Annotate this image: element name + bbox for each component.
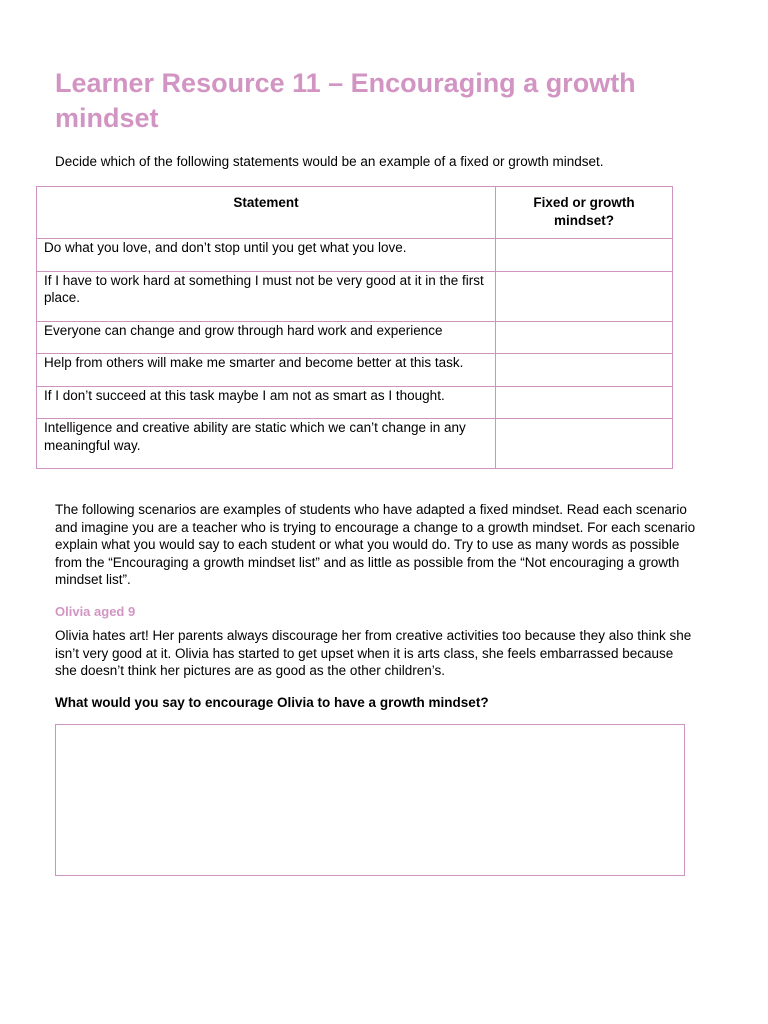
statement-cell: If I have to work hard at something I must not be very good at it in the first place.: [37, 271, 496, 321]
answer-box[interactable]: [55, 724, 685, 876]
scenarios-intro-text: The following scenarios are examples of students who have adapted a fixed mindset. Read each scenario and imagine you are a teacher who is trying to encourage a change to a growth mindset. For each scenario explain what you would say to each student or what you would do. Try to use as many words as possible from the “Encouraging a growth mindset list” and as little as possible from the “Not encouraging a growth mindset list”.: [55, 502, 696, 588]
mindset-answer-cell[interactable]: [496, 386, 673, 419]
table-header-row: [37, 187, 673, 239]
table-row: [37, 271, 673, 321]
mindset-answer-cell[interactable]: [496, 271, 673, 321]
statement-cell: Intelligence and creative ability are static which we can’t change in any meaningful way.: [37, 419, 496, 469]
statement-cell: If I don’t succeed at this task maybe I am not as smart as I thought.: [37, 386, 496, 419]
table-row: [37, 386, 673, 419]
statements-table: [36, 186, 673, 469]
statement-cell: Help from others will make me smarter and become better at this task.: [37, 354, 496, 387]
instructions-text: Decide which of the following statements would be an example of a fixed or growth mindset.: [55, 154, 604, 169]
mindset-answer-cell[interactable]: [496, 321, 673, 354]
scenario-text: Olivia hates art! Her parents always discourage her from creative activities too because they also think she isn’t very good at it. Olivia has started to get upset when it is arts class, she feels embarrassed because she doesn’t think her pictures are as good as the other children’s.: [55, 628, 692, 679]
statement-column-header: Statement: [37, 187, 496, 239]
mindset-column-header: Fixed or growth mindset?: [496, 187, 673, 239]
statement-cell: Everyone can change and grow through hard work and experience: [37, 321, 496, 354]
table-row: [37, 321, 673, 354]
table-row: [37, 354, 673, 387]
statement-cell: Do what you love, and don’t stop until you get what you love.: [37, 239, 496, 272]
mindset-answer-cell[interactable]: [496, 239, 673, 272]
table-row: [37, 419, 673, 469]
table-row: [37, 239, 673, 272]
page-title: Learner Resource 11 – Encouraging a growth mindset: [55, 68, 636, 133]
mindset-answer-cell[interactable]: [496, 354, 673, 387]
scenario-heading: Olivia aged 9: [55, 604, 136, 619]
scenario-question: What would you say to encourage Olivia to have a growth mindset?: [55, 695, 489, 710]
mindset-answer-cell[interactable]: [496, 419, 673, 469]
